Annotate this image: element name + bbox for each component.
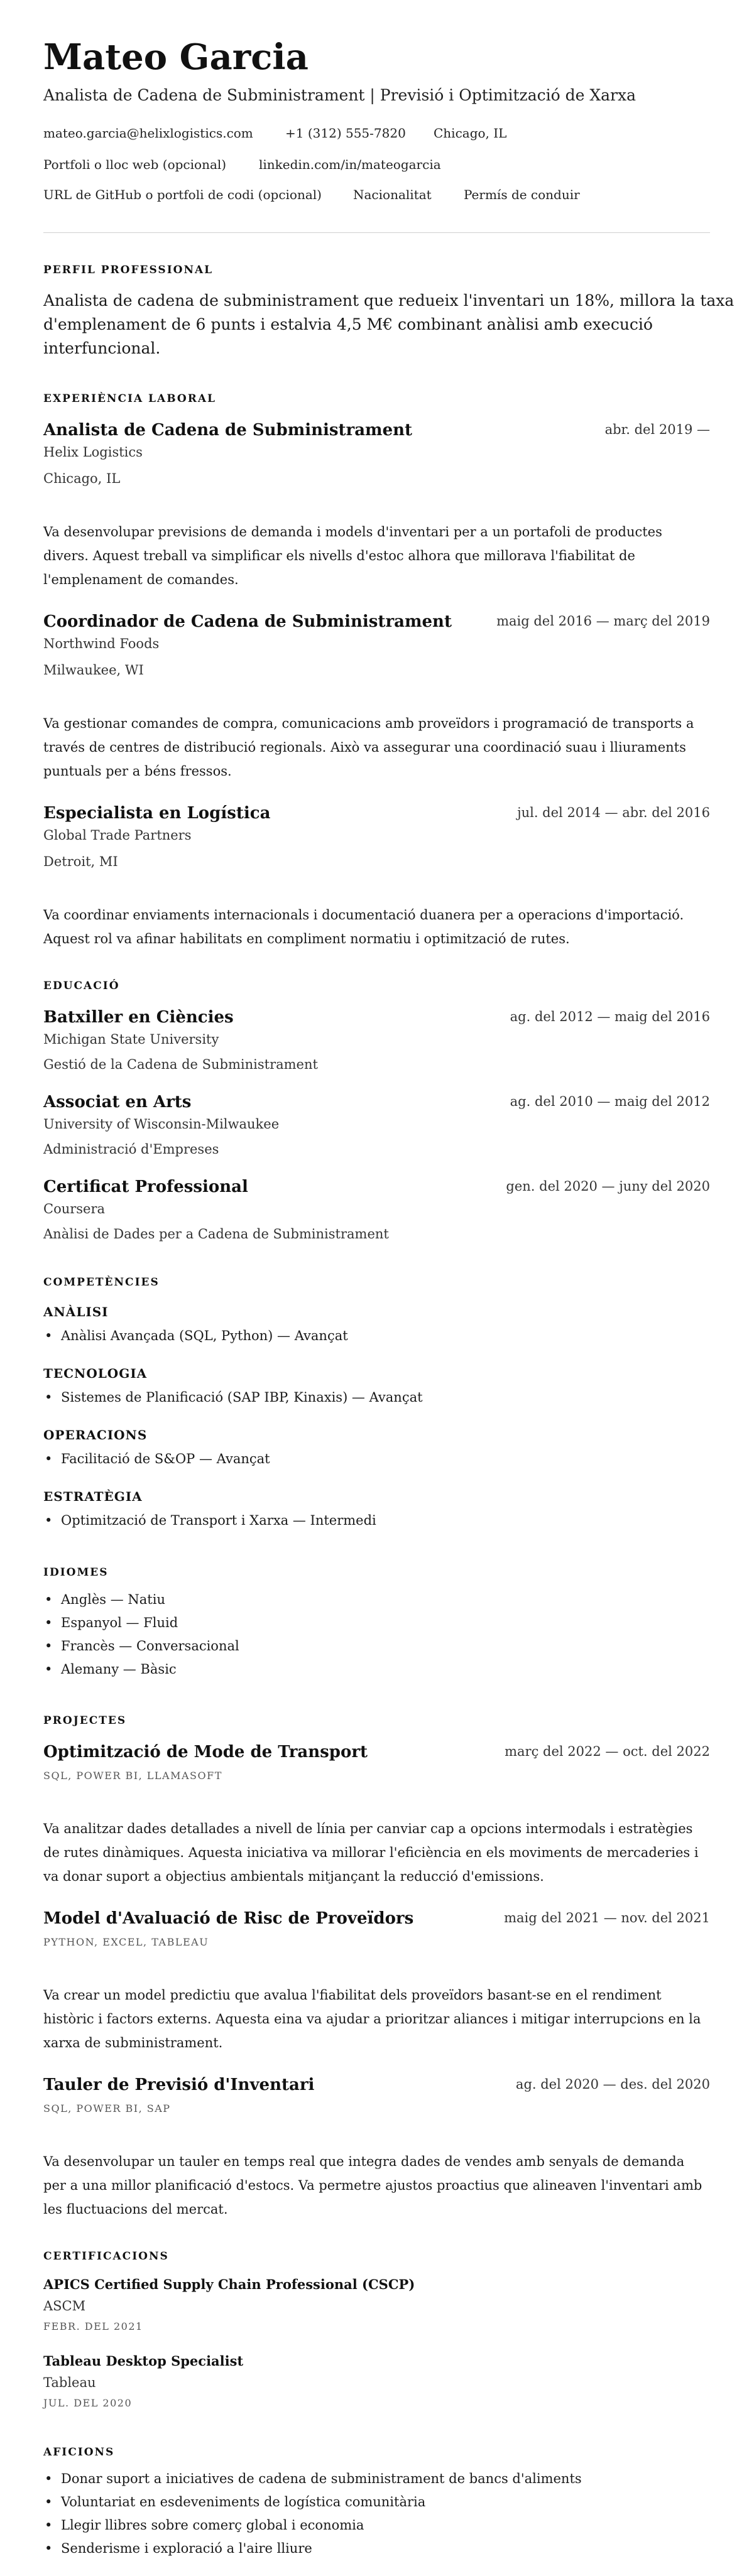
field-of-study: Anàlisi de Dades per a Cadena de Subministrament <box>43 1226 389 1242</box>
language-item: • Espanyol — Fluid <box>61 1615 178 1630</box>
email[interactable]: mateo.garcia@helixlogistics.com <box>43 126 253 141</box>
job-title: Especialista en Logística <box>43 804 271 823</box>
project-description-line: de rutes dinàmiques. Aquesta iniciativa va millorar l'eficiència en els moviments de mercaderies i <box>43 1845 699 1860</box>
skill-category: ANÀLISI <box>43 1304 109 1319</box>
skill-item: • Optimització de Transport i Xarxa — Intermedi <box>61 1513 376 1528</box>
job-description-line: Va desenvolupar previsions de demanda i models d'inventari per a un portafoli de productes <box>43 524 662 539</box>
job-location: Detroit, MI <box>43 854 118 869</box>
degree-title: Certificat Professional <box>43 1177 248 1196</box>
section-heading-profile: PERFIL PROFESSIONAL <box>43 264 214 276</box>
skill-item: • Sistemes de Planificació (SAP IBP, Kinaxis) — Avançat <box>61 1390 423 1405</box>
project-tags: SQL, POWER BI, LLAMASOFT <box>43 1770 222 1782</box>
certification-title: Tableau Desktop Specialist <box>43 2353 244 2369</box>
education-date: gen. del 2020 — juny del 2020 <box>506 1179 710 1194</box>
hobby-item: • Donar suport a iniciatives de cadena de subministrament de bancs d'aliments <box>61 2471 582 2486</box>
certification-issuer: Tableau <box>43 2375 96 2390</box>
section-heading-languages: IDIOMES <box>43 1566 109 1579</box>
hobby-item: • Llegir llibres sobre comerç global i economia <box>61 2518 364 2533</box>
project-date: maig del 2021 — nov. del 2021 <box>504 1910 710 1925</box>
github-link[interactable]: URL de GitHub o portfoli de codi (opcional) <box>43 187 322 202</box>
education-date: ag. del 2010 — maig del 2012 <box>510 1094 710 1109</box>
job-description-line: Va gestionar comandes de compra, comunicacions amb proveïdors i programació de transports a <box>43 716 694 731</box>
skill-item: • Anàlisi Avançada (SQL, Python) — Avançat <box>61 1328 348 1343</box>
section-heading-projects: PROJECTES <box>43 1714 127 1727</box>
skill-item: • Facilitació de S&OP — Avançat <box>61 1451 270 1466</box>
section-heading-experience: EXPERIÈNCIA LABORAL <box>43 392 216 405</box>
job-title: Coordinador de Cadena de Subministrament <box>43 612 452 631</box>
header-divider <box>43 232 710 233</box>
project-date: ag. del 2020 — des. del 2020 <box>515 2077 710 2092</box>
project-description-line: Va desenvolupar un tauler en temps real que integra dades de vendes amb senyals de demanda <box>43 2154 685 2169</box>
certification-issuer: ASCM <box>43 2298 86 2314</box>
project-description-line: per a una millor planificació d'estocs. Va permetre ajustos proactius que alineaven l'inventari amb <box>43 2178 702 2193</box>
certification-date: FEBR. DEL 2021 <box>43 2320 143 2332</box>
candidate-name: Mateo Garcia <box>43 36 309 78</box>
job-location: Milwaukee, WI <box>43 663 144 678</box>
portfolio-link[interactable]: Portfoli o lloc web (opcional) <box>43 157 227 172</box>
language-item: • Francès — Conversacional <box>61 1638 239 1653</box>
linkedin-link[interactable]: linkedin.com/in/mateogarcia <box>259 157 441 172</box>
project-description-line: les fluctuacions del mercat. <box>43 2202 228 2217</box>
hobby-item: • Voluntariat en esdeveniments de logística comunitària <box>61 2494 425 2509</box>
job-company: Global Trade Partners <box>43 828 192 843</box>
section-heading-education: EDUCACIÓ <box>43 980 120 992</box>
job-company: Helix Logistics <box>43 445 143 460</box>
job-date: maig del 2016 — març del 2019 <box>496 614 710 629</box>
project-description-line: històric i factors externs. Aquesta eina va ajudar a prioritzar aliances i mitigar interrupcions en la <box>43 2011 701 2027</box>
language-item: • Anglès — Natiu <box>61 1592 165 1607</box>
certification-title: APICS Certified Supply Chain Professional (CSCP) <box>43 2276 415 2292</box>
skill-category: OPERACIONS <box>43 1427 148 1442</box>
project-description-line: Va analitzar dades detallades a nivell de línia per canviar cap a opcions intermodals i estratègies <box>43 1821 693 1836</box>
field-of-study: Administració d'Empreses <box>43 1142 219 1157</box>
job-location: Chicago, IL <box>43 471 121 486</box>
job-description-line: Aquest rol va afinar habilitats en compliment normatiu i optimització de rutes. <box>43 931 570 946</box>
job-company: Northwind Foods <box>43 636 160 651</box>
headline: Analista de Cadena de Subministrament | Previsió i Optimització de Xarxa <box>43 86 636 104</box>
language-item: • Alemany — Bàsic <box>61 1662 177 1677</box>
section-heading-certifications: CERTIFICACIONS <box>43 2250 169 2263</box>
job-description-line: l'emplenament de comandes. <box>43 572 239 587</box>
project-description-line: xarxa de subministrament. <box>43 2035 223 2050</box>
project-date: març del 2022 — oct. del 2022 <box>505 1744 710 1759</box>
project-tags: PYTHON, EXCEL, TABLEAU <box>43 1936 209 1948</box>
phone[interactable]: +1 (312) 555-7820 <box>285 126 406 141</box>
degree-title: Batxiller en Ciències <box>43 1008 234 1027</box>
job-title: Analista de Cadena de Subministrament <box>43 421 413 440</box>
summary-line: interfuncional. <box>43 339 161 357</box>
driving-license: Permís de conduir <box>464 187 580 202</box>
project-title: Model d'Avaluació de Risc de Proveïdors <box>43 1909 414 1928</box>
section-heading-hobbies: AFICIONS <box>43 2446 115 2459</box>
project-description-line: va donar suport a objectius ambientals mitjançant la reducció d'emissions. <box>43 1869 544 1884</box>
school-name: University of Wisconsin-Milwaukee <box>43 1117 280 1132</box>
job-description-line: divers. Aquest treball va simplificar els nivells d'estoc alhora que millorava l'fiabilitat de <box>43 548 635 563</box>
nationality: Nacionalitat <box>353 187 432 202</box>
project-title: Optimització de Mode de Transport <box>43 1743 368 1762</box>
school-name: Michigan State University <box>43 1032 219 1047</box>
section-heading-skills: COMPETÈNCIES <box>43 1276 160 1289</box>
field-of-study: Gestió de la Cadena de Subministrament <box>43 1057 318 1072</box>
location: Chicago, IL <box>434 126 507 141</box>
degree-title: Associat en Arts <box>43 1093 192 1112</box>
skill-category: ESTRATÈGIA <box>43 1489 143 1504</box>
job-date: jul. del 2014 — abr. del 2016 <box>517 805 710 820</box>
school-name: Coursera <box>43 1201 106 1216</box>
hobby-item: • Senderisme i exploració a l'aire lliure <box>61 2541 312 2556</box>
job-description-line: Va coordinar enviaments internacionals i documentació duanera per a operacions d'importació. <box>43 907 684 923</box>
project-title: Tauler de Previsió d'Inventari <box>43 2075 315 2094</box>
project-tags: SQL, POWER BI, SAP <box>43 2102 171 2114</box>
summary-line: Analista de cadena de subministrament que redueix l'inventari un 18%, millora la taxa <box>43 291 735 310</box>
job-date: abr. del 2019 — <box>604 422 710 437</box>
job-description-line: través de centres de distribució regionals. Això va assegurar una coordinació suau i lliuraments <box>43 740 686 755</box>
certification-date: JUL. DEL 2020 <box>43 2397 133 2409</box>
summary-line: d'emplenament de 6 punts i estalvia 4,5 M€ combinant anàlisi amb execució <box>43 315 653 333</box>
education-date: ag. del 2012 — maig del 2016 <box>510 1009 710 1024</box>
skill-category: TECNOLOGIA <box>43 1366 148 1381</box>
project-description-line: Va crear un model predictiu que avalua l'fiabilitat dels proveïdors basant-se en el rendiment <box>43 1988 662 2003</box>
job-description-line: puntuals per a béns fressos. <box>43 764 232 779</box>
